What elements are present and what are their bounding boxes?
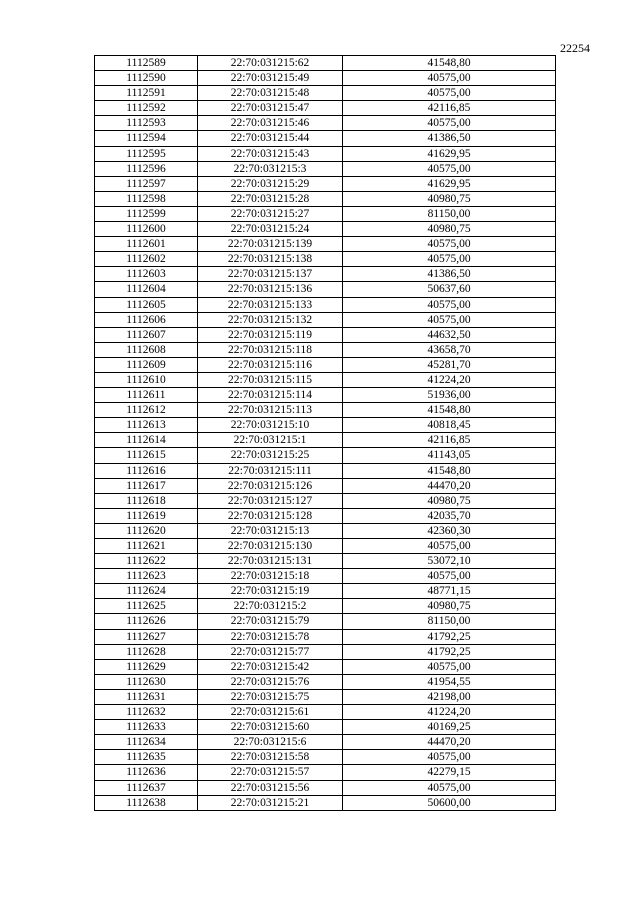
table-row [95,463,556,478]
cadastral-value-table [94,55,556,811]
row-number-cell: 1112622 [95,554,198,569]
row-number-cell: 1112614 [95,433,198,448]
row-number-cell: 1112621 [95,539,198,554]
value-cell: 44470,20 [343,735,556,750]
row-number-cell: 1112626 [95,614,198,629]
table-row [95,554,556,569]
table-row [95,523,556,538]
cadastral-number-cell: 22:70:031215:78 [198,629,343,644]
cadastral-number-cell: 22:70:031215:28 [198,191,343,206]
value-cell: 44470,20 [343,478,556,493]
value-cell: 81150,00 [343,614,556,629]
value-cell: 50600,00 [343,795,556,810]
cadastral-number-cell: 22:70:031215:115 [198,372,343,387]
cadastral-number-cell: 22:70:031215:77 [198,644,343,659]
table-row [95,372,556,387]
row-number-cell: 1112595 [95,146,198,161]
table-row [95,539,556,554]
table-row [95,795,556,810]
value-cell: 43658,70 [343,342,556,357]
cadastral-number-cell: 22:70:031215:25 [198,448,343,463]
cadastral-number-cell: 22:70:031215:3 [198,161,343,176]
row-number-cell: 1112637 [95,780,198,795]
table-row [95,357,556,372]
cadastral-number-cell: 22:70:031215:113 [198,403,343,418]
value-cell: 40575,00 [343,237,556,252]
row-number-cell: 1112590 [95,71,198,86]
cadastral-number-cell: 22:70:031215:56 [198,780,343,795]
table-row [95,86,556,101]
row-number-cell: 1112604 [95,282,198,297]
table-row [95,735,556,750]
table-body [95,56,556,811]
table-row [95,448,556,463]
value-cell: 40575,00 [343,659,556,674]
cadastral-number-cell: 22:70:031215:61 [198,705,343,720]
value-cell: 44632,50 [343,327,556,342]
table-row [95,418,556,433]
cadastral-number-cell: 22:70:031215:60 [198,720,343,735]
row-number-cell: 1112608 [95,342,198,357]
row-number-cell: 1112632 [95,705,198,720]
table-row [95,584,556,599]
cadastral-number-cell: 22:70:031215:6 [198,735,343,750]
table-row [95,252,556,267]
value-cell: 42116,85 [343,101,556,116]
table-row [95,176,556,191]
table-row [95,161,556,176]
table-row [95,403,556,418]
cadastral-number-cell: 22:70:031215:44 [198,131,343,146]
value-cell: 41386,50 [343,131,556,146]
cadastral-number-cell: 22:70:031215:1 [198,433,343,448]
cadastral-number-cell: 22:70:031215:42 [198,659,343,674]
cadastral-number-cell: 22:70:031215:24 [198,222,343,237]
cadastral-number-cell: 22:70:031215:132 [198,312,343,327]
page-number: 22254 [560,41,590,55]
value-cell: 40575,00 [343,71,556,86]
value-cell: 40575,00 [343,312,556,327]
row-number-cell: 1112597 [95,176,198,191]
value-cell: 40980,75 [343,599,556,614]
value-cell: 40575,00 [343,252,556,267]
row-number-cell: 1112615 [95,448,198,463]
row-number-cell: 1112620 [95,523,198,538]
value-cell: 41954,55 [343,674,556,689]
cadastral-number-cell: 22:70:031215:27 [198,206,343,221]
cadastral-number-cell: 22:70:031215:58 [198,750,343,765]
table-row [95,493,556,508]
table-row [95,297,556,312]
table-row [95,720,556,735]
value-cell: 41629,95 [343,146,556,161]
row-number-cell: 1112613 [95,418,198,433]
cadastral-number-cell: 22:70:031215:2 [198,599,343,614]
table-row [95,282,556,297]
row-number-cell: 1112616 [95,463,198,478]
value-cell: 40575,00 [343,116,556,131]
table-row [95,569,556,584]
cadastral-number-cell: 22:70:031215:57 [198,765,343,780]
value-cell: 41792,25 [343,644,556,659]
cadastral-number-cell: 22:70:031215:79 [198,614,343,629]
row-number-cell: 1112591 [95,86,198,101]
value-cell: 41548,80 [343,403,556,418]
table-row [95,508,556,523]
table-row [95,659,556,674]
cadastral-number-cell: 22:70:031215:46 [198,116,343,131]
value-cell: 45281,70 [343,357,556,372]
value-cell: 41629,95 [343,176,556,191]
cadastral-number-cell: 22:70:031215:114 [198,388,343,403]
table-row [95,191,556,206]
value-cell: 40575,00 [343,780,556,795]
row-number-cell: 1112633 [95,720,198,735]
value-cell: 42116,85 [343,433,556,448]
value-cell: 42360,30 [343,523,556,538]
table-row [95,71,556,86]
cadastral-number-cell: 22:70:031215:137 [198,267,343,282]
row-number-cell: 1112609 [95,357,198,372]
table-row [95,342,556,357]
row-number-cell: 1112618 [95,493,198,508]
table-row [95,705,556,720]
table-row [95,689,556,704]
row-number-cell: 1112612 [95,403,198,418]
table-row [95,237,556,252]
value-cell: 81150,00 [343,206,556,221]
cadastral-number-cell: 22:70:031215:29 [198,176,343,191]
row-number-cell: 1112623 [95,569,198,584]
value-cell: 41224,20 [343,372,556,387]
cadastral-number-cell: 22:70:031215:49 [198,71,343,86]
cadastral-number-cell: 22:70:031215:131 [198,554,343,569]
cadastral-number-cell: 22:70:031215:133 [198,297,343,312]
row-number-cell: 1112635 [95,750,198,765]
value-cell: 50637,60 [343,282,556,297]
cadastral-number-cell: 22:70:031215:47 [198,101,343,116]
row-number-cell: 1112592 [95,101,198,116]
table-row [95,478,556,493]
value-cell: 41143,05 [343,448,556,463]
value-cell: 48771,15 [343,584,556,599]
row-number-cell: 1112619 [95,508,198,523]
cadastral-number-cell: 22:70:031215:128 [198,508,343,523]
value-cell: 40575,00 [343,539,556,554]
table-row [95,131,556,146]
table-row [95,614,556,629]
cadastral-number-cell: 22:70:031215:13 [198,523,343,538]
value-cell: 40575,00 [343,750,556,765]
row-number-cell: 1112629 [95,659,198,674]
row-number-cell: 1112636 [95,765,198,780]
cadastral-number-cell: 22:70:031215:111 [198,463,343,478]
cadastral-number-cell: 22:70:031215:138 [198,252,343,267]
row-number-cell: 1112601 [95,237,198,252]
row-number-cell: 1112638 [95,795,198,810]
table-row [95,206,556,221]
table-row [95,56,556,71]
row-number-cell: 1112625 [95,599,198,614]
cadastral-number-cell: 22:70:031215:126 [198,478,343,493]
value-cell: 40818,45 [343,418,556,433]
value-cell: 51936,00 [343,388,556,403]
cadastral-number-cell: 22:70:031215:136 [198,282,343,297]
value-cell: 40575,00 [343,297,556,312]
table-row [95,765,556,780]
table-row [95,101,556,116]
table-row [95,674,556,689]
table-row [95,327,556,342]
value-cell: 40980,75 [343,493,556,508]
cadastral-number-cell: 22:70:031215:21 [198,795,343,810]
value-cell: 41548,80 [343,56,556,71]
row-number-cell: 1112600 [95,222,198,237]
table-row [95,780,556,795]
value-cell: 41548,80 [343,463,556,478]
value-cell: 40575,00 [343,86,556,101]
table-row [95,312,556,327]
row-number-cell: 1112627 [95,629,198,644]
cadastral-number-cell: 22:70:031215:62 [198,56,343,71]
cadastral-number-cell: 22:70:031215:48 [198,86,343,101]
value-cell: 42198,00 [343,689,556,704]
row-number-cell: 1112624 [95,584,198,599]
row-number-cell: 1112594 [95,131,198,146]
row-number-cell: 1112602 [95,252,198,267]
table-row [95,750,556,765]
row-number-cell: 1112607 [95,327,198,342]
value-cell: 40169,25 [343,720,556,735]
table-row [95,433,556,448]
table-row [95,599,556,614]
row-number-cell: 1112596 [95,161,198,176]
value-cell: 41386,50 [343,267,556,282]
table-row [95,388,556,403]
row-number-cell: 1112634 [95,735,198,750]
row-number-cell: 1112598 [95,191,198,206]
cadastral-number-cell: 22:70:031215:119 [198,327,343,342]
value-cell: 40575,00 [343,161,556,176]
table-row [95,644,556,659]
cadastral-number-cell: 22:70:031215:130 [198,539,343,554]
row-number-cell: 1112605 [95,297,198,312]
row-number-cell: 1112599 [95,206,198,221]
row-number-cell: 1112631 [95,689,198,704]
cadastral-number-cell: 22:70:031215:116 [198,357,343,372]
row-number-cell: 1112628 [95,644,198,659]
table-row [95,267,556,282]
cadastral-number-cell: 22:70:031215:76 [198,674,343,689]
table-row [95,146,556,161]
cadastral-number-cell: 22:70:031215:43 [198,146,343,161]
row-number-cell: 1112593 [95,116,198,131]
row-number-cell: 1112603 [95,267,198,282]
cadastral-number-cell: 22:70:031215:10 [198,418,343,433]
cadastral-number-cell: 22:70:031215:127 [198,493,343,508]
cadastral-number-cell: 22:70:031215:118 [198,342,343,357]
row-number-cell: 1112630 [95,674,198,689]
value-cell: 40575,00 [343,569,556,584]
cadastral-number-cell: 22:70:031215:139 [198,237,343,252]
value-cell: 40980,75 [343,222,556,237]
value-cell: 41224,20 [343,705,556,720]
cadastral-number-cell: 22:70:031215:75 [198,689,343,704]
value-cell: 53072,10 [343,554,556,569]
row-number-cell: 1112589 [95,56,198,71]
value-cell: 42035,70 [343,508,556,523]
value-cell: 40980,75 [343,191,556,206]
row-number-cell: 1112606 [95,312,198,327]
row-number-cell: 1112611 [95,388,198,403]
cadastral-number-cell: 22:70:031215:18 [198,569,343,584]
value-cell: 41792,25 [343,629,556,644]
table-row [95,116,556,131]
table-row [95,629,556,644]
cadastral-number-cell: 22:70:031215:19 [198,584,343,599]
table-row [95,222,556,237]
row-number-cell: 1112617 [95,478,198,493]
row-number-cell: 1112610 [95,372,198,387]
value-cell: 42279,15 [343,765,556,780]
